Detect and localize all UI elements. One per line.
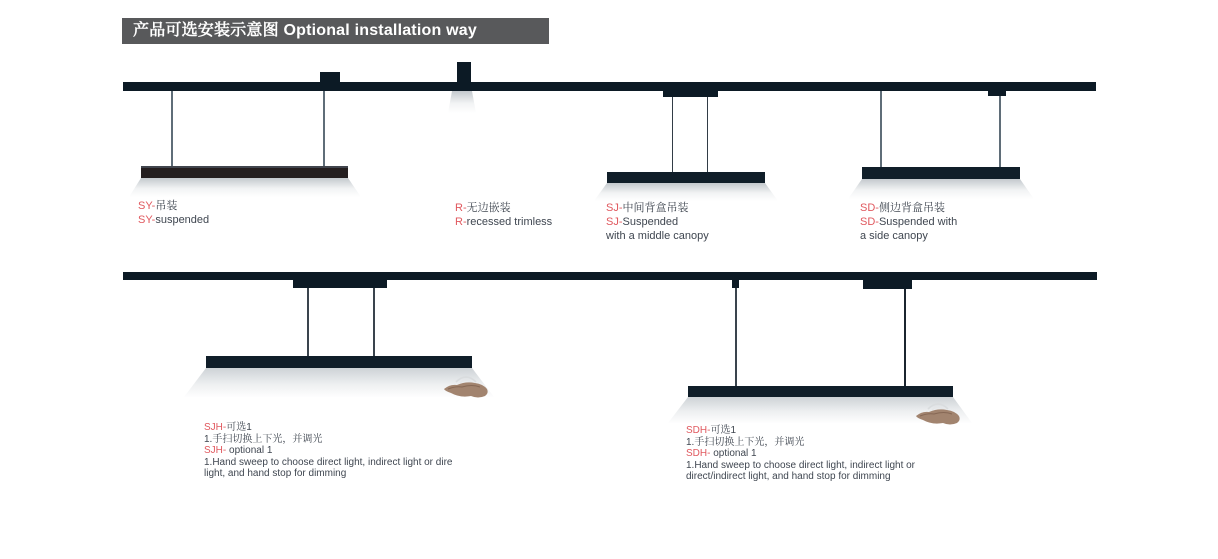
sjh-wire-right [373,288,375,356]
label-text: Suspended with [878,216,958,228]
model-code: SJ- [606,202,623,214]
label-text: Suspended [622,216,679,228]
hand-silhouette [444,382,488,397]
model-code: SY- [138,214,156,226]
r-light-beam [446,91,478,113]
label-line [138,213,209,227]
label-sjh [204,422,452,480]
sj-light-fixture [607,172,765,183]
label-line [686,448,915,460]
label-sy [138,199,209,227]
row1-ceiling-bar [123,82,1096,91]
label-line: a side canopy [860,230,928,242]
sdh-side-canopy [863,280,912,289]
label-line: 1.手扫切换上下光，并调光 [204,433,323,445]
section-title: 产品可选安装示意图 Optional installation way [133,22,477,39]
sdh-wire-left [735,288,737,387]
model-code: SD- [860,216,879,228]
label-line [606,201,709,215]
label-line [860,215,957,229]
label-r [455,201,552,229]
label-line [606,215,709,229]
label-line [686,425,915,437]
sy-light-fixture [141,166,348,178]
model-code: SDH- [686,425,711,436]
model-code: SDH- [686,448,711,460]
label-text: 可选1 [226,422,252,433]
label-line [204,445,452,457]
label-line [138,199,209,213]
sdh-wire-right [904,289,906,387]
label-text: recessed trimless [466,216,553,228]
sd-wire-right [999,96,1001,167]
label-text: 中间背盒吊装 [622,202,689,214]
label-sd [860,201,957,243]
label-text: 侧边背盒吊装 [878,202,945,214]
label-text: 无边嵌装 [466,202,511,214]
sjh-light-fixture [206,356,472,368]
label-line: direct/indirect light, and hand stop for dimming [686,471,891,483]
label-line: 1.Hand sweep to choose direct light, indirect light or [686,459,916,471]
hand-silhouette [916,409,960,424]
label-line: 1.Hand sweep to choose direct light, indirect light or dire [204,456,453,468]
label-line: with a middle canopy [606,230,709,242]
model-code: SD- [860,202,879,214]
sd-light-fixture [862,167,1020,179]
model-code: SY- [138,200,156,212]
sd-wire-left [880,91,882,167]
model-code: R- [455,202,467,214]
sy-wire-left [171,91,173,167]
label-line: 1.手扫切换上下光，并调光 [686,436,805,448]
label-text: 可选1 [710,425,737,436]
hand-sweep-icon [442,369,490,401]
section-title-banner [122,18,549,44]
sdh-wire-mount-stub [732,280,739,288]
label-text: optional 1 [226,445,273,457]
label-text: 吊装 [155,200,178,212]
label-line [455,215,552,229]
sj-wire-right [707,97,708,172]
label-sdh [686,425,915,483]
sjh-wire-left [307,288,309,356]
sd-side-canopy [988,91,1006,96]
label-text: optional 1 [710,448,757,460]
sd-light-beam [848,179,1034,199]
label-sj [606,201,709,243]
r-recessed-housing [457,62,471,83]
label-line: light, and hand stop for dimming [204,468,347,480]
row2-ceiling-bar [123,272,1097,280]
label-line [860,201,957,215]
sy-light-beam [127,178,363,197]
label-text: suspended [155,214,210,226]
sy-wire-right [323,91,325,167]
sj-light-beam [594,183,778,201]
sj-wire-left [672,97,673,172]
label-line [204,422,452,434]
model-code: SJH- [204,422,227,433]
label-line [455,201,552,215]
model-code: SJ- [606,216,623,228]
model-code: R- [455,216,467,228]
sy-power-box [320,72,340,82]
hand-sweep-icon [914,396,962,428]
sjh-middle-canopy [293,280,387,288]
model-code: SJH- [204,445,227,457]
